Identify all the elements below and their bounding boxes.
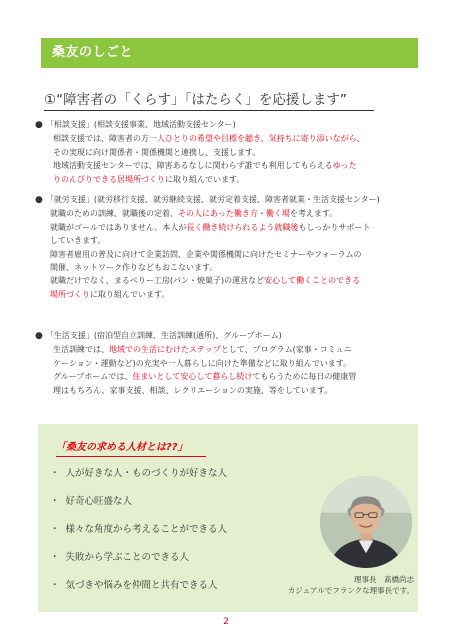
main-heading: ①“障害者の「くらす」「はたらく」を応援します” xyxy=(44,88,374,111)
body-text: 就職がゴールではありません。本人が xyxy=(50,222,187,232)
list-item: ・ 様々な角度から考えることができる人 xyxy=(50,524,228,535)
section-body xyxy=(35,207,435,301)
section-title-text: 「相談支援」(相談支援事業、地域活動支援センター) xyxy=(45,120,236,129)
body-line xyxy=(53,173,435,186)
emphasis-text: 住まいとして安心して暮らし続けて xyxy=(132,372,261,382)
emphasis-text: ゆった xyxy=(332,161,357,171)
body-text: していきます。 xyxy=(50,236,106,246)
body-text: に取り組んでいます。 xyxy=(165,174,245,184)
body-text: もしっかりサポート xyxy=(298,222,371,232)
section-living-support xyxy=(35,329,435,397)
body-line xyxy=(50,248,435,261)
body-line xyxy=(50,288,435,301)
body-text: を考えます。 xyxy=(289,209,338,219)
emphasis-text: 場所づくり xyxy=(50,289,90,299)
body-line xyxy=(53,132,435,145)
bullet-icon: ・ xyxy=(50,552,60,563)
bullet-icon: ・ xyxy=(50,580,60,591)
emphasis-text: その人にあった働き方・働く場 xyxy=(178,209,290,219)
bullet-icon: ・ xyxy=(50,468,60,479)
body-text: 開催、ネットワーク作りなどもおこないます。 xyxy=(50,263,218,273)
section-title-text: 「就労支援」(就労移行支援、就労継続支援、就労定着支援、障害者就業・生活支援センター) xyxy=(45,195,380,204)
body-text: 理はもちろん、家事支援、相談、レクリエーションの実施、等をしています。 xyxy=(53,385,333,395)
caption-description: カジュアルでフランクな理事長です。 xyxy=(287,586,414,595)
body-text: として、プログラム(家事・コミュニ xyxy=(220,345,352,355)
body-line xyxy=(50,221,435,234)
bullet-icon: ● xyxy=(35,120,43,130)
talent-list xyxy=(50,466,227,606)
body-text: に取り組んでいます。 xyxy=(90,289,170,299)
body-text: 相談支援では、障害者の方 xyxy=(53,134,149,144)
director-portrait-icon xyxy=(320,476,412,568)
emphasis-text: 長く働き続けられるよう就職後 xyxy=(186,222,299,232)
body-text: 地域活動支援センターでは、障害あるなしに関わらず誰でも利用してもらえる xyxy=(53,161,333,171)
body-line xyxy=(50,261,435,274)
body-line xyxy=(53,357,435,370)
body-text: その実現に向け関係者・関係機関と連携し、支援します。 xyxy=(53,147,261,157)
portrait-caption xyxy=(266,574,414,596)
list-item: ・ 失敗から学ぶことのできる人 xyxy=(50,552,190,563)
body-text: 就職だけでなく、まるべりー工房(パン・焼菓子)の運営など xyxy=(50,276,265,286)
body-text: もらうために毎日の健康管 xyxy=(260,372,357,382)
body-text: 障害者雇用の普及に向けて企業訪問、企業や関係機関に向けたセミナーやフォーラムの xyxy=(50,249,362,259)
section-consultation-support xyxy=(35,118,435,186)
section-body xyxy=(35,132,435,186)
section-employment-support xyxy=(35,193,435,301)
desired-talent-box xyxy=(38,424,418,612)
body-line xyxy=(50,274,435,287)
bullet-icon: ● xyxy=(35,195,43,205)
section-header-title: 桑友のしごと xyxy=(52,45,134,60)
list-item: ・ 人が好きな人・ものづくりが好きな人 xyxy=(50,468,228,479)
bullet-icon: ・ xyxy=(50,496,60,507)
section-title xyxy=(35,193,435,207)
body-line xyxy=(53,343,435,356)
body-line xyxy=(53,384,435,397)
section-title xyxy=(35,329,435,343)
section-title-text: 「生活支援」(宿泊型自立訓練、生活訓練(通所)、グループホーム) xyxy=(45,331,282,340)
body-line xyxy=(50,207,435,220)
body-text: 生活訓練では、 xyxy=(53,345,109,355)
list-item: ・ 好奇心旺盛な人 xyxy=(50,496,133,507)
emphasis-text: 安心して働くことのできる xyxy=(264,276,361,286)
emphasis-text: 一人ひとりの希望や目標を聴き、気持ちに寄り添いながら、 xyxy=(149,134,365,144)
talent-title: 「桑友の求める人材とは??」 xyxy=(56,438,206,457)
bullet-icon: ● xyxy=(35,331,43,341)
body-line xyxy=(50,234,435,247)
body-line xyxy=(53,146,435,159)
body-text: グループホームでは、 xyxy=(53,372,133,382)
body-line xyxy=(53,370,435,383)
body-line xyxy=(53,159,435,172)
section-body xyxy=(35,343,435,397)
section-title xyxy=(35,118,435,132)
body-text: 就職のための訓練、就職後の定着、 xyxy=(50,209,178,219)
section-header-band xyxy=(41,38,418,68)
emphasis-text: 地域での生活にむけたステップ xyxy=(109,345,221,355)
caption-name: 理事長 髙橋尚志 xyxy=(354,575,414,584)
bullet-icon: ・ xyxy=(50,524,60,535)
body-text: ケーション・運動など)の充実や一人暮らしに向けた準備などに取り組んでいます。 xyxy=(53,358,352,368)
list-item: ・ 気づきや悩みを仲間と共有できる人 xyxy=(50,580,218,591)
page-number: 2 xyxy=(223,617,229,627)
portrait-svg xyxy=(320,476,412,568)
emphasis-text: りのんびりできる居場所づくり xyxy=(53,174,165,184)
